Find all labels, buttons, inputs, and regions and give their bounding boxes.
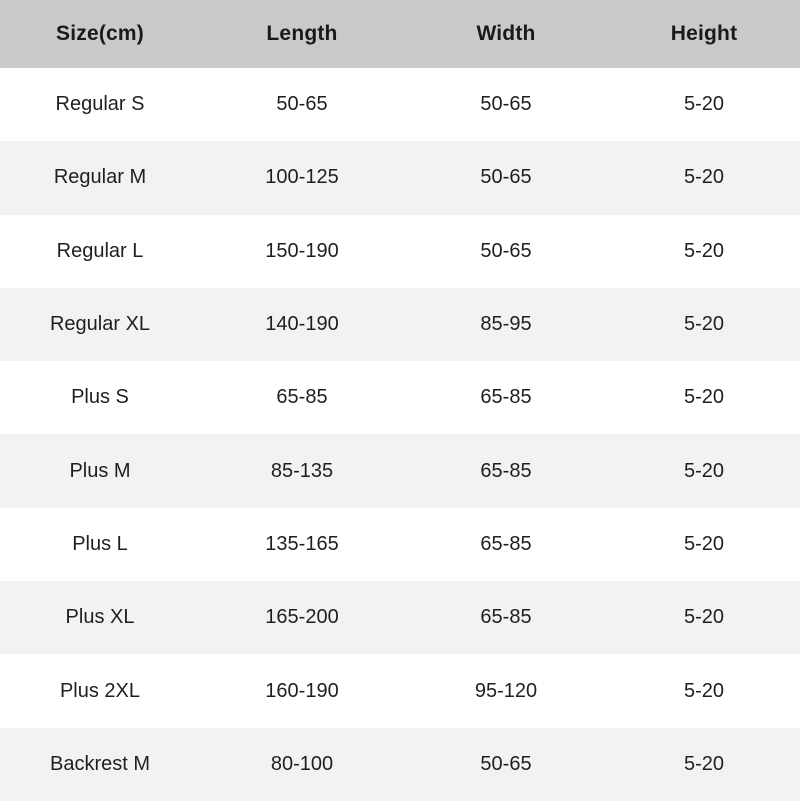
cell-height: 5-20 xyxy=(608,508,800,581)
cell-length: 135-165 xyxy=(200,508,404,581)
cell-height: 5-20 xyxy=(608,581,800,654)
cell-length: 65-85 xyxy=(200,361,404,434)
column-header-size: Size(cm) xyxy=(0,0,200,68)
cell-size: Plus M xyxy=(0,434,200,507)
cell-width: 65-85 xyxy=(404,581,608,654)
cell-width: 95-120 xyxy=(404,654,608,727)
cell-height: 5-20 xyxy=(608,654,800,727)
cell-width: 50-65 xyxy=(404,728,608,801)
cell-length: 100-125 xyxy=(200,141,404,214)
column-header-height: Height xyxy=(608,0,800,68)
table-row xyxy=(0,361,800,434)
cell-size: Backrest M xyxy=(0,728,200,801)
table-row xyxy=(0,215,800,288)
table-row xyxy=(0,581,800,654)
cell-size: Regular L xyxy=(0,215,200,288)
cell-length: 160-190 xyxy=(200,654,404,727)
cell-height: 5-20 xyxy=(608,288,800,361)
cell-length: 85-135 xyxy=(200,434,404,507)
cell-width: 65-85 xyxy=(404,434,608,507)
cell-height: 5-20 xyxy=(608,728,800,801)
cell-size: Plus S xyxy=(0,361,200,434)
cell-height: 5-20 xyxy=(608,215,800,288)
cell-size: Plus L xyxy=(0,508,200,581)
table-row xyxy=(0,508,800,581)
table-row xyxy=(0,434,800,507)
table-header-row xyxy=(0,0,800,68)
table-row xyxy=(0,288,800,361)
cell-width: 50-65 xyxy=(404,215,608,288)
table-header xyxy=(0,0,800,68)
cell-size: Plus 2XL xyxy=(0,654,200,727)
cell-height: 5-20 xyxy=(608,434,800,507)
table-row xyxy=(0,141,800,214)
cell-width: 85-95 xyxy=(404,288,608,361)
cell-length: 165-200 xyxy=(200,581,404,654)
cell-width: 50-65 xyxy=(404,68,608,141)
table-row xyxy=(0,68,800,141)
cell-length: 80-100 xyxy=(200,728,404,801)
cell-size: Regular XL xyxy=(0,288,200,361)
cell-width: 65-85 xyxy=(404,361,608,434)
table-body xyxy=(0,68,800,801)
cell-length: 150-190 xyxy=(200,215,404,288)
cell-height: 5-20 xyxy=(608,141,800,214)
cell-length: 50-65 xyxy=(200,68,404,141)
table-row xyxy=(0,728,800,801)
cell-size: Plus XL xyxy=(0,581,200,654)
cell-length: 140-190 xyxy=(200,288,404,361)
cell-size: Regular S xyxy=(0,68,200,141)
cell-width: 65-85 xyxy=(404,508,608,581)
cell-height: 5-20 xyxy=(608,361,800,434)
table-row xyxy=(0,654,800,727)
cell-width: 50-65 xyxy=(404,141,608,214)
column-header-length: Length xyxy=(200,0,404,68)
cell-size: Regular M xyxy=(0,141,200,214)
cell-height: 5-20 xyxy=(608,68,800,141)
column-header-width: Width xyxy=(404,0,608,68)
